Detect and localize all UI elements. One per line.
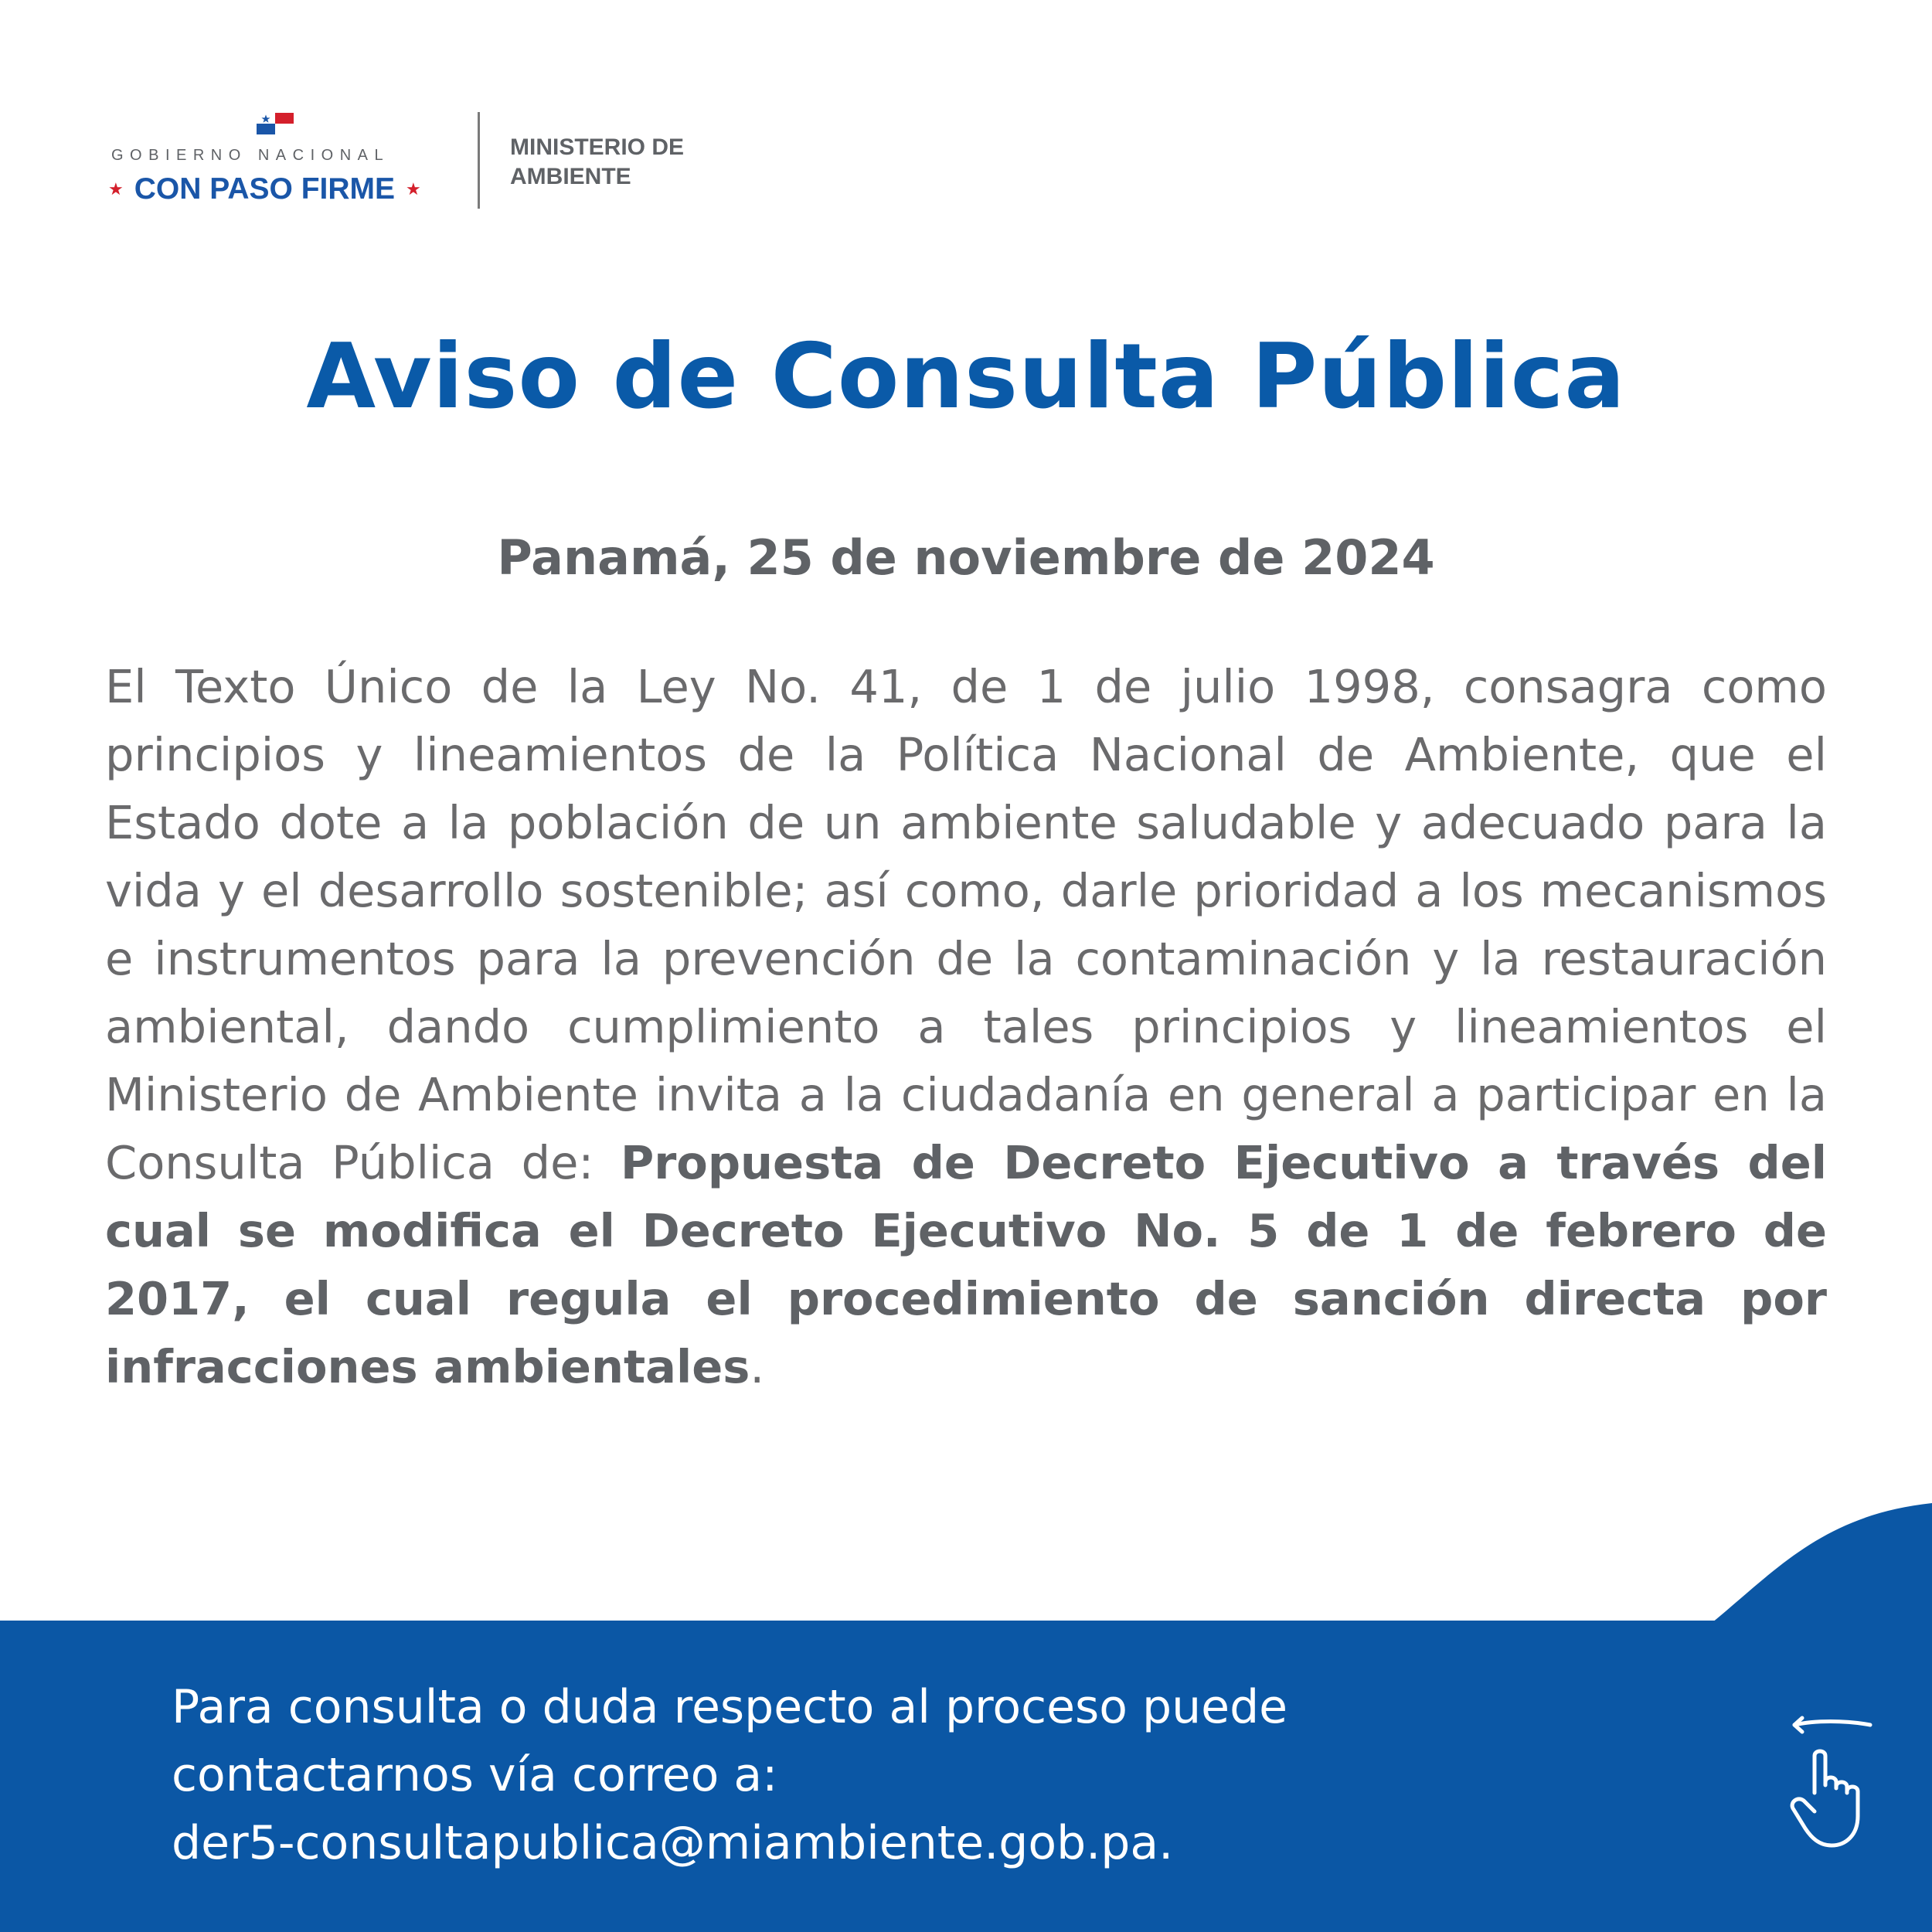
government-label: GOBIERNO NACIONAL — [111, 147, 390, 164]
header-logos — [108, 108, 804, 216]
logo-divider — [478, 112, 480, 209]
decree-title: Propuesta de Decreto Ejecutivo a través del cual se modifica el Decreto Ejecutivo No. 5 de 1 de febrero de 2017, el cual regula el procedimiento de sanción directa por infracciones ambientales — [105, 1136, 1827, 1393]
page-title: Aviso de Consulta Pública — [306, 325, 1626, 429]
decree-period: . — [750, 1340, 765, 1393]
contact-line-2: contactarnos vía correo a: — [172, 1748, 778, 1802]
slogan-row — [108, 170, 440, 209]
swipe-hand-icon — [1784, 1708, 1876, 1851]
notice-date: Panamá, 25 de noviembre de 2024 — [497, 529, 1435, 586]
star-icon: ★ — [406, 179, 421, 199]
ministry-logo-text — [510, 133, 757, 192]
slogan: CON PASO FIRME — [134, 172, 396, 206]
body-intro: El Texto Único de la Ley No. 41, de 1 de julio 1998, consagra como principios y lineamientos de la Política Nacional de Ambiente, que el Estado dote a la población de un ambiente saludable y adecuado para la vida y el desarrollo sostenible; así como, darle prioridad a los mecanismos e instrumentos para la prevención de la contaminación y la restauración ambiental, dando cumplimiento a tales principios y lineamientos el Ministerio de Ambiente invita a la ciudadanía en general a participar en la Consulta Pública de: — [105, 660, 1827, 1189]
contact-line-1: Para consulta o duda respecto al proceso puede — [172, 1680, 1288, 1734]
contact-email[interactable]: der5-consultapublica@miambiente.gob.pa. — [172, 1816, 1174, 1870]
ministry-line-1: MINISTERIO DE — [510, 134, 685, 160]
notice-body — [105, 653, 1827, 1401]
panama-flag-icon — [257, 113, 294, 134]
star-icon: ★ — [108, 179, 124, 199]
ministry-line-2: AMBIENTE — [510, 164, 631, 189]
contact-info — [172, 1673, 1485, 1877]
